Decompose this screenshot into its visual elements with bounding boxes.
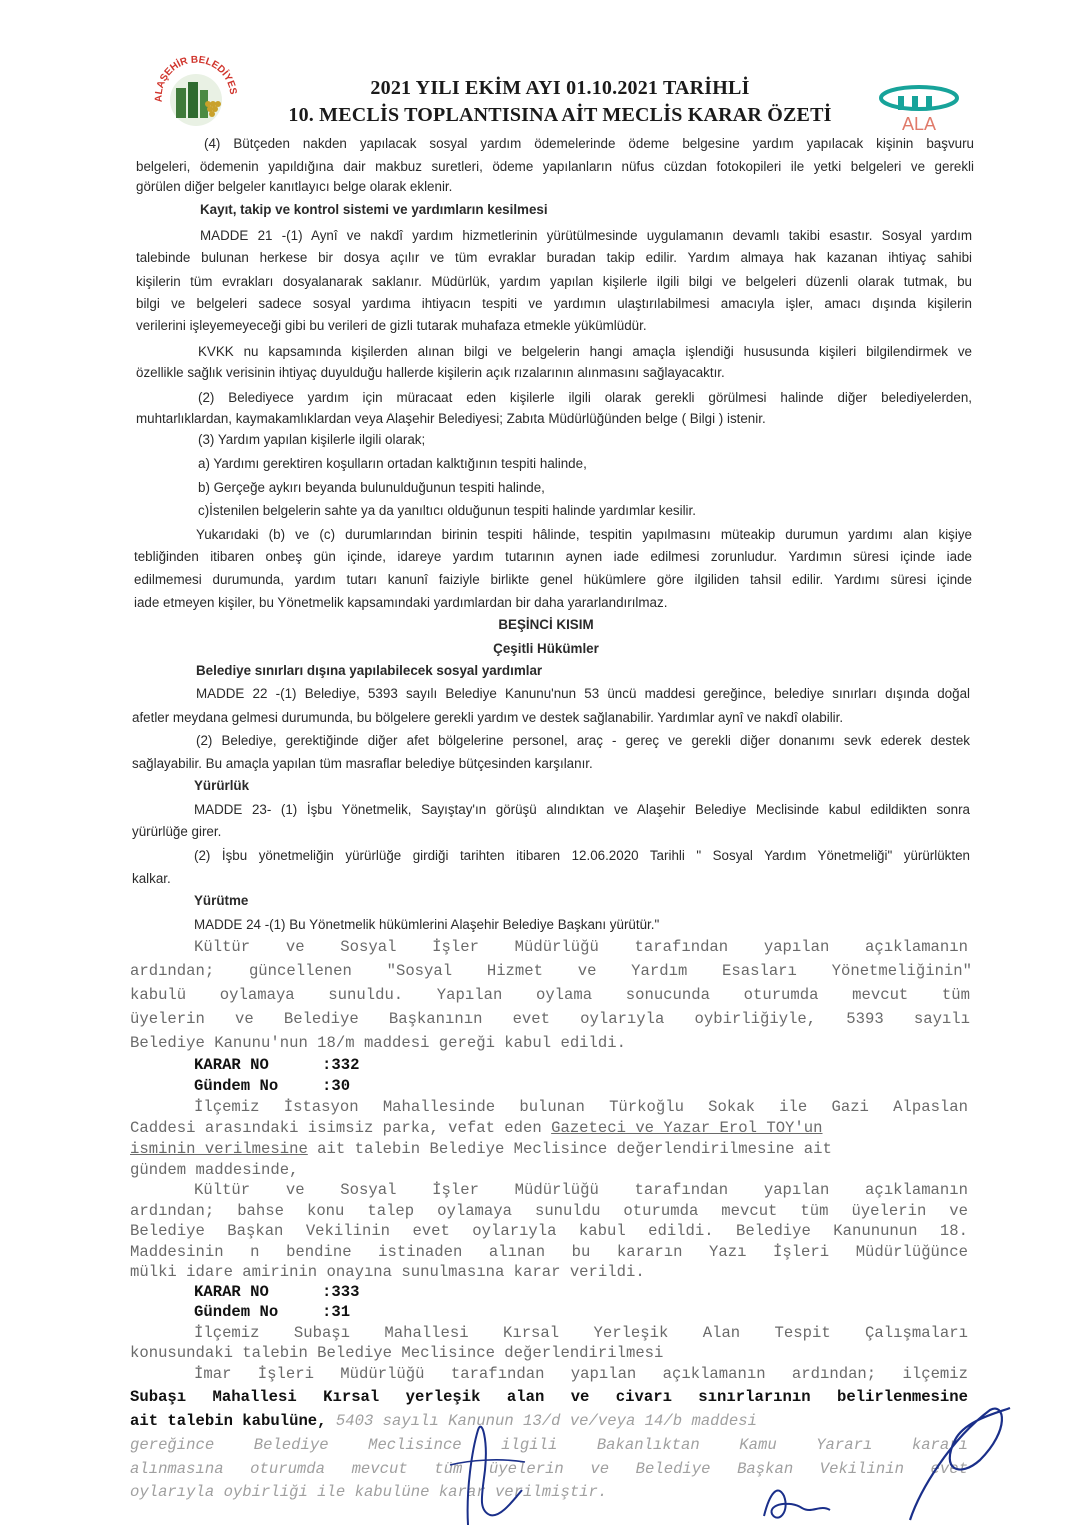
paragraph-line: (3) Yardım yapılan kişilerle ilgili olarak; [198, 432, 426, 447]
paragraph-line: kalkar. [132, 871, 171, 886]
decision-text-bold: ait talebin kabulüne, [130, 1412, 327, 1430]
paragraph-line: MADDE 21 -(1) Aynî ve nakdî yardım hizmetlerinin yürütülmesinde uygulamanın devamlı takibi esastır. Sosyal yardım [200, 228, 972, 243]
section-heading: Yürürlük [194, 778, 250, 793]
underlined-name: Gazeteci ve Yazar Erol TOY'un [551, 1119, 823, 1137]
decision-line: kabulü oylamaya sunuldu. Yapılan oylama sonucunda oturumda mevcut tüm [130, 986, 970, 1004]
municipality-logo [150, 52, 242, 144]
underlined-text: isminin verilmesine [130, 1140, 308, 1158]
signature-1 [430, 1410, 540, 1530]
decision-line: İmar İşleri Müdürlüğü tarafından yapılan açıklamanın ardından; ilçemiz [194, 1365, 968, 1383]
paragraph-line: sağlayabilir. Bu amaçla yapılan tüm masraflar belediye bütçesinden karşılanır. [132, 756, 593, 771]
paragraph-line: KVKK nu kapsamında kişilerden alınan bilgi ve belgelerin hangi amaçla işlendiği hususunda kişileri bilgilendirmek ve [198, 344, 972, 359]
paragraph-line: (2) Belediye, gerektiğinde diğer afet bölgelerine personel, araç - gereç ve gerekli diğer donanımı sevk ederek destek [196, 733, 970, 748]
karar-no-label: KARAR NO [194, 1283, 269, 1301]
decision-line: ardından; güncellenen "Sosyal Hizmet ve Yardım Esasları Yönetmeliğinin" [130, 962, 972, 980]
paragraph-line: tebliğinden itibaren onbeş gün içinde, idareye yardım tutarının aynen iade edilmesi zorunludur. Yardımın süresi içinde iade [134, 549, 972, 564]
decision-line: mülki idare amirinin onayına sunulmasına karar verildi. [130, 1263, 645, 1281]
decision-line: Kültür ve Sosyal İşler Müdürlüğü tarafından yapılan açıklamanın [194, 1181, 968, 1199]
part-heading: BEŞİNCİ KISIM [498, 617, 594, 632]
gundem-no-value: :31 [322, 1303, 351, 1321]
decision-line: Kültür ve Sosyal İşler Müdürlüğü tarafından yapılan açıklamanın [194, 938, 968, 956]
paragraph-line: (4) Bütçeden nakden yapılacak sosyal yardım ödemelerinde ödeme belgesine yardım yapılacak kişinin başvuru [204, 136, 974, 151]
paragraph-line: görülen diğer belgeler kanıtlayıcı belge olarak eklenir. [136, 179, 453, 194]
paragraph-line: verilerini işleyemeyeceği gibi bu verileri de gizli tutarak muhafaza etmekle yükümlüdür. [136, 318, 647, 333]
decision-line: ardından; bahse konu talep oylamaya sunuldu oturumda mevcut tüm üyelerin ve [130, 1202, 968, 1220]
paragraph-line: yürürlüğe girer. [132, 824, 222, 839]
paragraph-line: afetler meydana gelmesi durumunda, bu bölgelere gerekli yardım ve destek sağlanabilir. Yardımlar aynî ve nakdî olabilir. [132, 710, 844, 725]
paragraph-line: belgeleri, ödemenin yapıldığına dair makbuz suretleri, ödeme yapılanların nüfus cüzdan fotokopileri ile yetki belgeleri ve gerekli [136, 159, 974, 174]
decision-line: İlçemiz Subaşı Mahallesi Kırsal Yerleşik Alan Tespit Çalışmaları [194, 1324, 968, 1342]
decision-text: Caddesi arasındaki isimsiz parka, vefat eden [130, 1119, 552, 1137]
decision-line [130, 1140, 832, 1158]
gundem-no-label: Gündem No [194, 1303, 279, 1321]
paragraph-line: (2) Belediyece yardım için müracaat eden kişilerle ilgili olarak gerekli görülmesi halinde diğer belediyelerden, [198, 390, 972, 405]
paragraph-line: kişilerin tüm evrakları dosyalanarak saklanır. Müdürlük, yardım yapılan kişilerle ilgili bilgi ve belgeleri düzenli olarak tutmak, bu [136, 274, 972, 289]
paragraph-line: muhtarlıklardan, kaymakamlıklardan veya Alaşehir Belediyesi; Zabıta Müdürlüğünden belge ( Bilgi ) istenir. [136, 411, 766, 426]
paragraph-line: MADDE 24 -(1) Bu Yönetmelik hükümlerini Alaşehir Belediye Başkanı yürütür." [194, 917, 660, 932]
decision-line: konusundaki talebin Belediye Meclisince değerlendirilmesi [130, 1344, 664, 1362]
decision-line: gündem maddesinde, [130, 1161, 299, 1179]
section-heading: Kayıt, takip ve kontrol sistemi ve yardımların kesilmesi [200, 202, 548, 217]
paragraph-line: (2) İşbu yönetmeliğin yürürlüğe girdiği tarihten itibaren 12.06.2020 Tarihli " Sosyal Yardım Yönetmeliği" yürürlükten [194, 848, 970, 863]
decision-line-bold: Subaşı Mahallesi Kırsal yerleşik alan ve civarı sınırlarının belirlenmesine [130, 1388, 968, 1406]
karar-no-value: :332 [322, 1056, 360, 1074]
paragraph-line: MADDE 23- (1) İşbu Yönetmelik, Sayıştay'ın görüşü alındıktan ve Alaşehir Belediye Meclisinde kabul edildikten sonra [194, 802, 970, 817]
paragraph-line: b) Gerçeğe aykırı beyanda bulunulduğunun tespiti halinde, [198, 480, 545, 495]
logo-left-text: ALAŞEHİR BELEDİYES [153, 54, 239, 103]
paragraph-line: MADDE 22 -(1) Belediye, 5393 sayılı Belediye Kanunu'nun 53 üncü maddesi gereğince, belediye sınırları dışında doğal [196, 686, 970, 701]
decision-line: alınmasına oturumda mevcut tüm üyelerin ve Belediye Başkan Vekilinin evet [130, 1460, 968, 1478]
decision-text: ait talebin Belediye Meclisince değerlendirilmesine ait [307, 1140, 832, 1158]
page-title-line1: 2021 YILI EKİM AYI 01.10.2021 TARİHLİ [370, 77, 750, 99]
paragraph-line: özellikle sağlık verisinin ihtiyaç duyulduğu hallerde kişilerin açık rızalarının alınmasını sağlayacaktır. [136, 365, 725, 380]
paragraph-line: iade etmeyen kişiler, bu Yönetmelik kapsamındaki yardımlardan bir daha yararlandırılmaz. [134, 595, 668, 610]
decision-line: oylarıyla oybirliği ile kabulüne karar verilmiştir. [130, 1483, 608, 1501]
decision-line: Belediye Başkan Vekilinin evet oylarıyla kabul edildi. Belediye Kanununun 18. [130, 1222, 968, 1240]
signature-2 [760, 1400, 1020, 1530]
part-subheading: Çeşitli Hükümler [493, 641, 599, 656]
logo-right-text: ALA [901, 114, 937, 134]
karar-no-label: KARAR NO [194, 1056, 269, 1074]
page-title-line2: 10. MECLİS TOPLANTISINA AİT MECLİS KARAR ÖZETİ [288, 104, 832, 126]
paragraph-line: Yukarıdaki (b) ve (c) durumlarından birinin tespiti hâlinde, tespitin yapılmasını müteakip durumun yardımı alan kişiye [196, 527, 972, 542]
decision-line: üyelerin ve Belediye Başkanının evet oylarıyla oybirliğiyle, 5393 sayılı [130, 1010, 970, 1028]
decision-line: gereğince Belediye Meclisince ilgili Bakanlıktan Kamu Yararı kararı [130, 1436, 968, 1454]
ala-logo [876, 84, 962, 140]
gundem-no-label: Gündem No [194, 1077, 279, 1095]
decision-line [130, 1119, 823, 1137]
karar-no-value: :333 [322, 1283, 360, 1301]
decision-line: İlçemiz İstasyon Mahallesinde bulunan Türkoğlu Sokak ile Gazi Alpaslan [194, 1098, 968, 1116]
decision-line: Maddesinin n bendine istinaden alınan bu kararın Yazı İşleri Müdürlüğünce [130, 1243, 968, 1261]
section-heading: Yürütme [194, 893, 249, 908]
decision-line: Belediye Kanunu'nun 18/m maddesi gereği kabul edildi. [130, 1034, 626, 1052]
paragraph-line: talebinde bulunan herkese bir dosya açılır ve tüm evraklar buradan takip edilir. Yardım almaya hak kazanan ihtiyaç sahibi [136, 250, 972, 265]
gundem-no-value: :30 [322, 1077, 351, 1095]
paragraph-line: bilgi ve belgeleri sadece sosyal yardıma ihtiyacın tespiti ve yardımın ulaştırılabilmesi amacıyla işler, amacı dışında kişilerin [136, 296, 972, 311]
decision-text-faint: 5403 sayılı Kanunun 13/d ve/veya 14/b maddesi [326, 1412, 757, 1430]
section-heading: Belediye sınırları dışına yapılabilecek sosyal yardımlar [196, 663, 543, 678]
paragraph-line: c)İstenilen belgelerin sahte ya da yanıltıcı olduğunun tespiti halinde yardımlar kesilir. [198, 503, 696, 518]
paragraph-line: edilmemesi durumunda, yardım tutarı kanunî faiziyle birlikte genel hükümlere göre ilgiliden tahsil edilir. Yardımı süresi içinde [134, 572, 972, 587]
paragraph-line: a) Yardımı gerektiren koşulların ortadan kalktığının tespiti halinde, [198, 456, 587, 471]
